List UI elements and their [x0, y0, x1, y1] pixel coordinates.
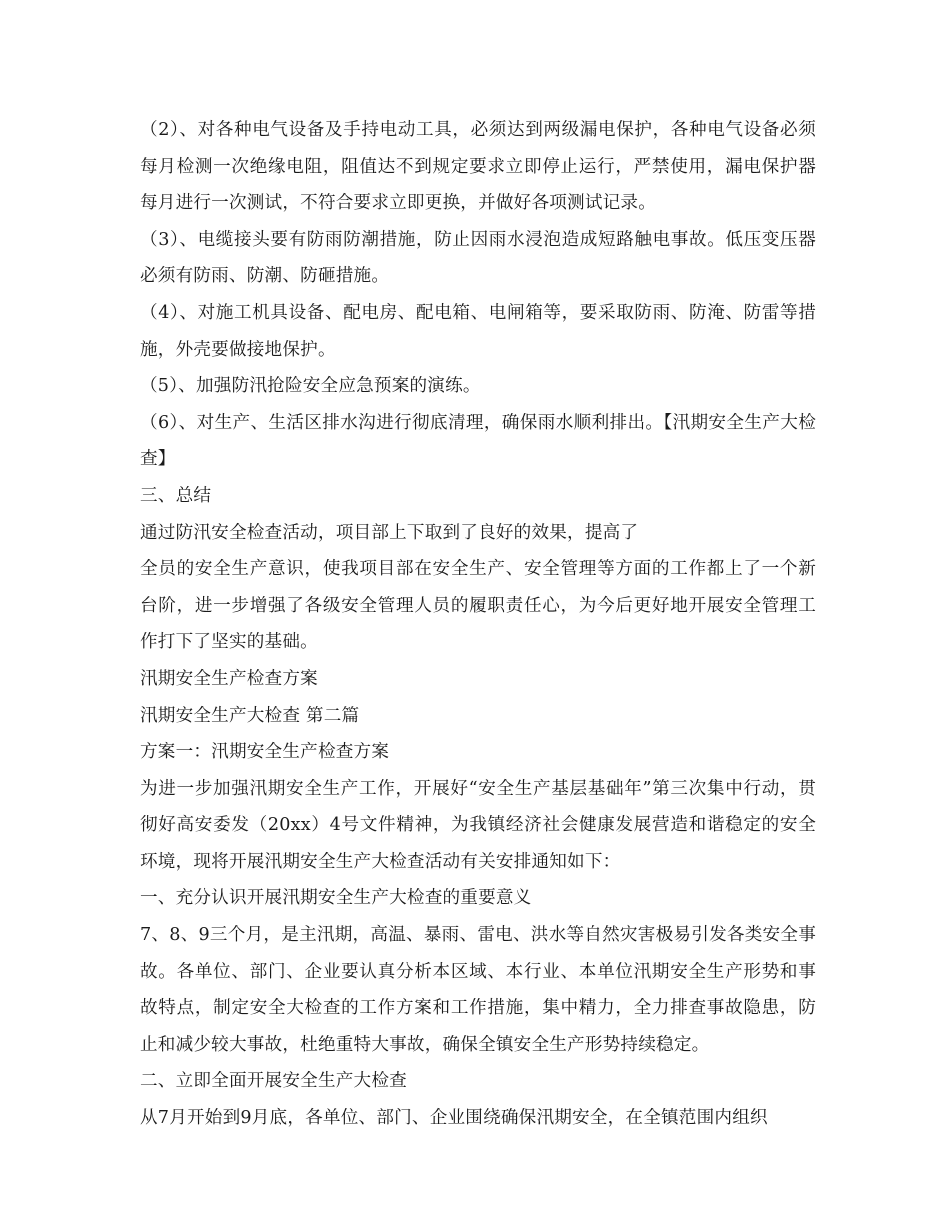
inspection-paragraph: 从7月开始到9月底，各单位、部门、企业围绕确保汛期安全，在全镇范围内组织 — [140, 1108, 768, 1129]
summary-paragraph-body: 全员的安全生产意识，使我项目部在安全生产、安全管理等方面的工作都上了一个新台阶，进一步增强了各级安全管理人员的履职责任心，为今后更好地开展安全管理工作打下了坚实的基础。 — [140, 559, 816, 653]
plan-one-title: 方案一：汛期安全生产检查方案 — [140, 742, 390, 763]
paragraph-item-6: （6）、对生产、生活区排水沟进行彻底清理，确保雨水顺利排出。【汛期安全生产大检查】 — [140, 412, 816, 470]
paragraph-item-5: （5）、加强防汛抢险安全应急预案的演练。 — [140, 376, 481, 397]
intro-paragraph: 为进一步加强汛期安全生产工作，开展好“安全生产基层基础年”第三次集中行动，贯彻好高安委发（20xx）4号文件精神，为我镇经济社会健康发展营造和谐稳定的安全环境，现将开展汛期安全生产大检查活动有关安排通知如下： — [140, 778, 816, 872]
paragraph-item-3: （3）、电缆接头要有防雨防潮措施，防止因雨水浸泡造成短路触电事故。低压变压器必须有防雨、防潮、防砸措施。 — [140, 229, 816, 287]
paragraph-item-2: （2）、对各种电气设备及手持电动工具，必须达到两级漏电保护，各种电气设备必须每月检测一次绝缘电阻，阻值达不到规定要求立即停止运行，严禁使用，漏电保护器每月进行一次测试，不符合要求立即更换，并做好各项测试记录。 — [140, 120, 816, 214]
section-heading-summary: 三、总结 — [140, 485, 212, 506]
significance-paragraph: 7、8、9三个月，是主汛期，高温、暴雨、雷电、洪水等自然灾害极易引发各类安全事故。各单位、部门、企业要认真分析本区域、本行业、本单位汛期安全生产形势和事故特点，制定安全大检查的工作方案和工作措施，集中精力，全力排查事故隐患，防止和减少较大事故，杜绝重特大事故，确保全镇安全生产形势持续稳定。 — [140, 925, 816, 1055]
summary-paragraph-line1: 通过防汛安全检查活动，项目部上下取到了良好的效果，提高了 — [140, 522, 639, 543]
section-heading-significance: 一、充分认识开展汛期安全生产大检查的重要意义 — [140, 888, 532, 909]
section-heading-inspection: 二、立即全面开展安全生产大检查 — [140, 1071, 407, 1092]
doc-title-plan: 汛期安全生产检查方案 — [140, 668, 318, 689]
document-body — [140, 112, 816, 1137]
paragraph-item-4: （4）、对施工机具设备、配电房、配电箱、电闸箱等，要采取防雨、防淹、防雷等措施，外壳要做接地保护。 — [140, 302, 816, 360]
doc-title-part2: 汛期安全生产大检查 第二篇 — [140, 705, 360, 726]
